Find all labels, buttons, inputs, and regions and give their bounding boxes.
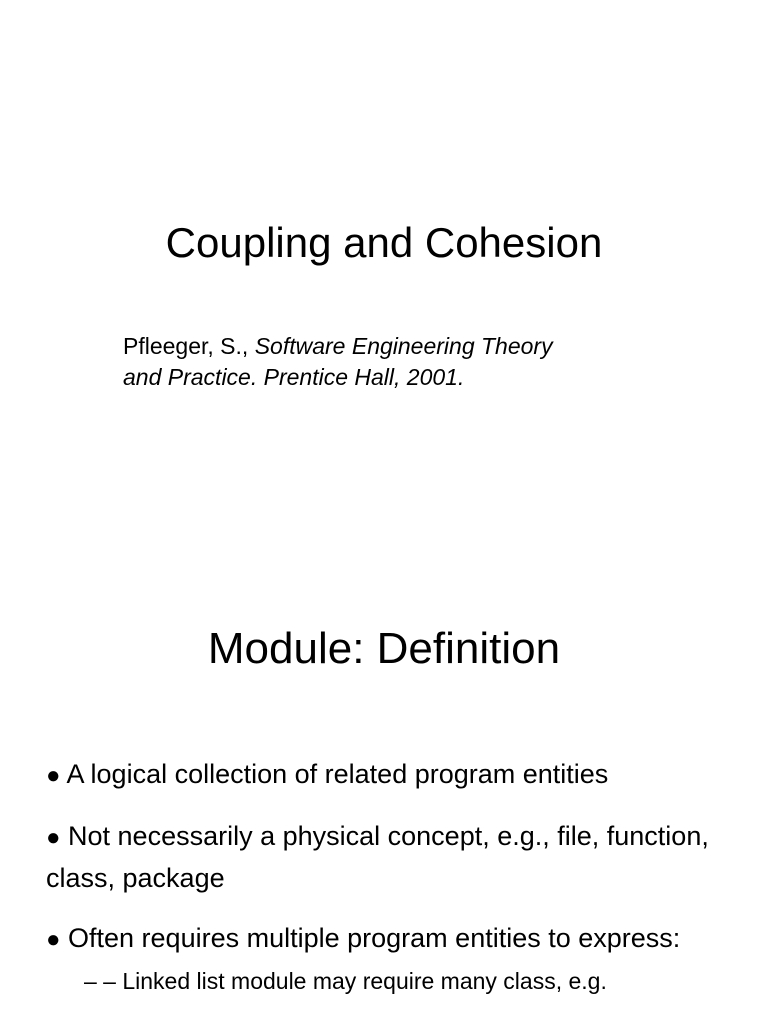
citation-publisher: and Practice. Prentice Hall, 2001. <box>123 364 465 390</box>
citation-author: Pfleeger, S., <box>123 333 249 359</box>
slide-module-definition <box>0 512 768 1024</box>
bullet-list <box>46 754 736 996</box>
bullet-text: Often requires multiple program entities to express: <box>68 923 681 953</box>
sub-bullet-item: – – Linked list module may require many class, e.g. <box>84 968 607 994</box>
bullet-item <box>46 816 736 898</box>
bullet-item <box>46 754 736 796</box>
bullet-dot: ● <box>46 926 61 953</box>
slide-title: Module: Definition <box>207 624 561 673</box>
citation <box>123 331 643 393</box>
citation-book-title: Software Engineering Theory <box>254 333 553 359</box>
bullet-item <box>46 918 736 960</box>
slide-title: Coupling and Cohesion <box>165 219 603 266</box>
bullet-text: Not necessarily a physical concept, e.g., file, function, class, package <box>46 821 709 893</box>
bullet-dot: ● <box>46 762 61 789</box>
bullet-text: A logical collection of related program entities <box>66 759 609 789</box>
bullet-dot: ● <box>46 824 61 851</box>
